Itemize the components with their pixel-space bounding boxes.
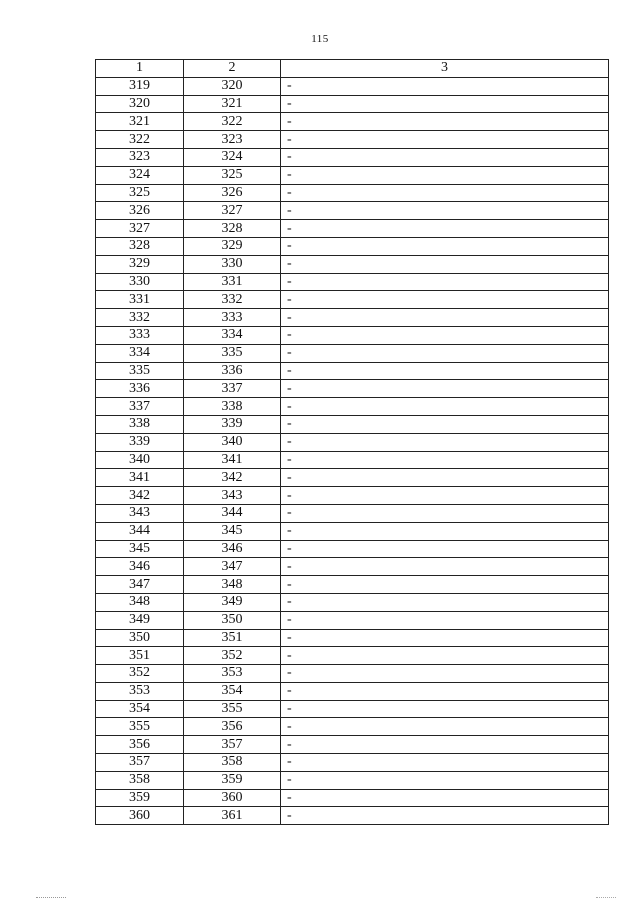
table-cell-col-2: 326 [184,184,281,202]
table-header [96,60,609,78]
table-cell-col-2: 337 [184,380,281,398]
table-row [96,682,609,700]
table-cell-col-2: 330 [184,255,281,273]
table-cell-col-1: 353 [96,682,184,700]
table-cell-col-2: 345 [184,522,281,540]
table-cell-col-1: 334 [96,344,184,362]
table-cell-col-2: 333 [184,309,281,327]
table-cell-col-1: 348 [96,593,184,611]
table-cell-col-2: 339 [184,415,281,433]
table-cell-col-1: 360 [96,807,184,825]
table-cell-col-1: 347 [96,576,184,594]
table-cell-col-2: 335 [184,344,281,362]
table-cell-col-3: - [281,362,609,380]
table-cell-col-1: 335 [96,362,184,380]
table-cell-col-3: - [281,629,609,647]
table-cell-col-1: 331 [96,291,184,309]
table-cell-col-2: 323 [184,131,281,149]
table-row [96,433,609,451]
table-cell-col-2: 334 [184,326,281,344]
table-cell-col-1: 354 [96,700,184,718]
table-cell-col-3: - [281,558,609,576]
table-cell-col-2: 325 [184,166,281,184]
table-cell-col-3: - [281,344,609,362]
table-row [96,700,609,718]
table-cell-col-1: 321 [96,113,184,131]
table-cell-col-3: - [281,807,609,825]
table-cell-col-1: 337 [96,398,184,416]
table-cell-col-3: - [281,576,609,594]
table-cell-col-3: - [281,309,609,327]
table-row [96,415,609,433]
table-cell-col-1: 332 [96,309,184,327]
table-cell-col-2: 352 [184,647,281,665]
table-cell-col-3: - [281,415,609,433]
table-cell-col-3: - [281,77,609,95]
table-row [96,504,609,522]
table-cell-col-1: 356 [96,736,184,754]
table-cell-col-1: 325 [96,184,184,202]
table-cell-col-2: 343 [184,487,281,505]
table-cell-col-1: 339 [96,433,184,451]
table-cell-col-2: 329 [184,237,281,255]
table-cell-col-2: 322 [184,113,281,131]
table-row [96,362,609,380]
table-cell-col-2: 360 [184,789,281,807]
table-cell-col-2: 324 [184,148,281,166]
table-cell-col-1: 357 [96,754,184,772]
table-row [96,273,609,291]
table-cell-col-3: - [281,131,609,149]
table-cell-col-1: 320 [96,95,184,113]
table-cell-col-1: 329 [96,255,184,273]
table-row [96,398,609,416]
table-cell-col-3: - [281,451,609,469]
table-cell-col-3: - [281,682,609,700]
table-cell-col-1: 343 [96,504,184,522]
table-cell-col-3: - [281,220,609,238]
table-cell-col-1: 352 [96,665,184,683]
table-row [96,220,609,238]
table-row [96,736,609,754]
table-row [96,611,609,629]
table-cell-col-3: - [281,326,609,344]
table-cell-col-2: 331 [184,273,281,291]
table-cell-col-2: 342 [184,469,281,487]
table-row [96,807,609,825]
table-cell-col-1: 327 [96,220,184,238]
table-cell-col-2: 321 [184,95,281,113]
footer-mark-left [36,897,66,899]
table-cell-col-1: 333 [96,326,184,344]
table-cell-col-3: - [281,504,609,522]
table-cell-col-3: - [281,166,609,184]
column-header-3: 3 [281,60,609,78]
table-cell-col-1: 346 [96,558,184,576]
table-cell-col-3: - [281,398,609,416]
table-row [96,647,609,665]
table-row [96,255,609,273]
table-header-row [96,60,609,78]
table-cell-col-3: - [281,611,609,629]
table-row [96,558,609,576]
table-row [96,95,609,113]
table-cell-col-2: 351 [184,629,281,647]
table-cell-col-1: 355 [96,718,184,736]
table-row [96,522,609,540]
table-cell-col-1: 345 [96,540,184,558]
table-cell-col-3: - [281,718,609,736]
table-row [96,326,609,344]
table-cell-col-1: 328 [96,237,184,255]
table-cell-col-1: 341 [96,469,184,487]
table-row [96,380,609,398]
table-body [96,77,609,824]
page-number: 115 [311,33,329,45]
table-cell-col-3: - [281,433,609,451]
table-cell-col-2: 327 [184,202,281,220]
table-cell-col-3: - [281,647,609,665]
table-row [96,237,609,255]
table-cell-col-3: - [281,593,609,611]
column-header-1: 1 [96,60,184,78]
table-row [96,540,609,558]
table-cell-col-3: - [281,700,609,718]
column-header-2: 2 [184,60,281,78]
data-table-container [95,59,608,825]
table-cell-col-2: 361 [184,807,281,825]
table-cell-col-3: - [281,522,609,540]
table-cell-col-1: 319 [96,77,184,95]
table-row [96,184,609,202]
table-cell-col-3: - [281,487,609,505]
table-cell-col-1: 340 [96,451,184,469]
table-cell-col-2: 344 [184,504,281,522]
table-cell-col-2: 336 [184,362,281,380]
table-cell-col-1: 336 [96,380,184,398]
table-row [96,593,609,611]
table-cell-col-3: - [281,113,609,131]
table-cell-col-3: - [281,771,609,789]
table-cell-col-2: 355 [184,700,281,718]
table-cell-col-3: - [281,469,609,487]
table-row [96,148,609,166]
table-cell-col-1: 326 [96,202,184,220]
footer-mark-right [596,897,616,899]
table-cell-col-3: - [281,754,609,772]
table-cell-col-1: 322 [96,131,184,149]
table-cell-col-3: - [281,380,609,398]
table-row [96,291,609,309]
table-row [96,77,609,95]
table-row [96,754,609,772]
table-cell-col-3: - [281,540,609,558]
table-cell-col-2: 338 [184,398,281,416]
table-row [96,469,609,487]
table-row [96,202,609,220]
table-cell-col-1: 359 [96,789,184,807]
table-cell-col-1: 350 [96,629,184,647]
table-cell-col-3: - [281,789,609,807]
table-cell-col-2: 357 [184,736,281,754]
table-cell-col-2: 358 [184,754,281,772]
table-cell-col-1: 323 [96,148,184,166]
table-cell-col-1: 330 [96,273,184,291]
table-row [96,576,609,594]
table-cell-col-3: - [281,237,609,255]
table-cell-col-2: 353 [184,665,281,683]
table-cell-col-1: 358 [96,771,184,789]
table-row [96,629,609,647]
table-cell-col-3: - [281,736,609,754]
table-cell-col-2: 340 [184,433,281,451]
table-row [96,309,609,327]
table-row [96,113,609,131]
table-cell-col-3: - [281,202,609,220]
table-cell-col-3: - [281,255,609,273]
table-cell-col-1: 324 [96,166,184,184]
table-row [96,166,609,184]
table-cell-col-3: - [281,184,609,202]
table-cell-col-3: - [281,95,609,113]
table-cell-col-2: 341 [184,451,281,469]
table-row [96,344,609,362]
table-cell-col-1: 342 [96,487,184,505]
table-cell-col-3: - [281,273,609,291]
table-row [96,131,609,149]
table-cell-col-2: 349 [184,593,281,611]
table-row [96,487,609,505]
table-cell-col-3: - [281,148,609,166]
table-cell-col-2: 347 [184,558,281,576]
table-cell-col-2: 354 [184,682,281,700]
table-cell-col-2: 328 [184,220,281,238]
table-cell-col-2: 348 [184,576,281,594]
table-cell-col-2: 320 [184,77,281,95]
table-cell-col-1: 351 [96,647,184,665]
table-cell-col-1: 349 [96,611,184,629]
table-cell-col-2: 332 [184,291,281,309]
table-cell-col-2: 359 [184,771,281,789]
table-row [96,771,609,789]
data-table [95,59,609,825]
table-cell-col-3: - [281,291,609,309]
table-cell-col-3: - [281,665,609,683]
table-row [96,451,609,469]
table-row [96,665,609,683]
table-cell-col-2: 356 [184,718,281,736]
table-cell-col-1: 344 [96,522,184,540]
table-cell-col-2: 346 [184,540,281,558]
table-cell-col-2: 350 [184,611,281,629]
table-cell-col-1: 338 [96,415,184,433]
table-row [96,718,609,736]
table-row [96,789,609,807]
